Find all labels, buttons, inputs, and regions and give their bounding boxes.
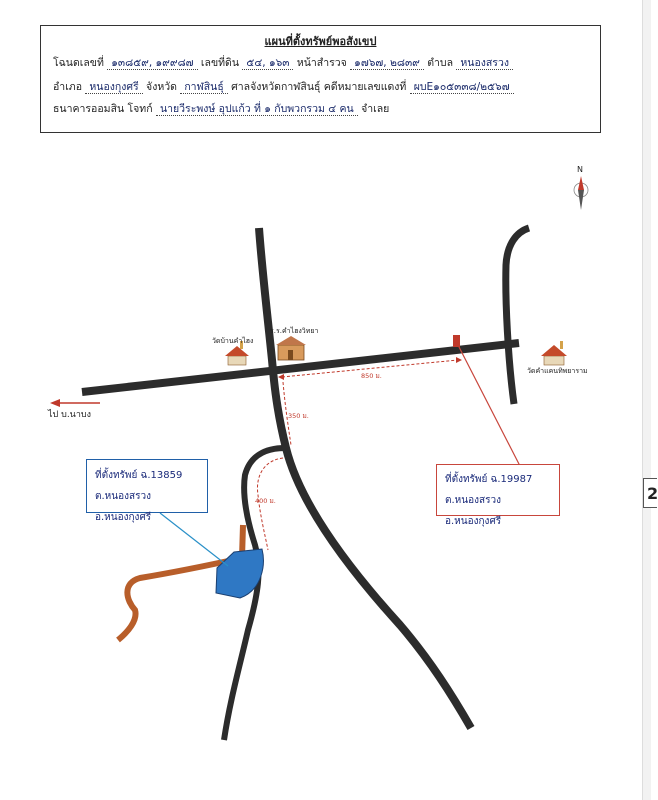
province-value: กาฬสินธุ์ xyxy=(180,81,227,94)
district-label: อำเภอ xyxy=(53,81,83,93)
property-19987-title: ที่ตั้งทรัพย์ ฉ.19987 xyxy=(445,474,533,485)
arrow-head xyxy=(50,399,60,407)
dist-850-arrow-right xyxy=(456,357,462,363)
compass-icon xyxy=(574,176,588,210)
property-19987-location: ต.หนองสรวง อ.หนองกุงศรี xyxy=(445,495,502,527)
plaintiff-label: โจทก์ xyxy=(127,103,153,115)
temple-right-label: วัดคำแคนทิพยาราม xyxy=(527,367,588,375)
distance-400-label: 400 ม. xyxy=(255,497,276,505)
land-value: ๕๔, ๑๖๓ xyxy=(242,57,293,70)
to-nabong-label: ไป บ.นาบง xyxy=(48,410,91,420)
road-northeast xyxy=(506,228,529,404)
school-icon xyxy=(276,336,306,360)
survey-label: หน้าสำรวจ xyxy=(296,57,347,69)
distance-850-label: 850 ม. xyxy=(361,372,382,380)
defendant-suffix: จำเลย xyxy=(361,103,390,115)
land-label: เลขที่ดิน xyxy=(200,57,240,69)
property-19987-box xyxy=(436,464,560,527)
marker-19987 xyxy=(453,335,460,347)
case-label: คดีหมายเลขแดงที่ xyxy=(323,81,407,93)
case-value: ผบE๑๐๕๓๓๘/๒๕๖๗ xyxy=(410,81,514,94)
court-value: ศาลจังหวัดกาฬสินธุ์ xyxy=(231,81,321,93)
north-label: N xyxy=(577,165,583,174)
property-13859-location: ต.หนองสรวง อ.หนองกุงศรี xyxy=(95,491,152,523)
distance-350-label: 350 ม. xyxy=(288,412,309,420)
defendant-value: นายวีระพงษ์ อุปแก้ว ที่ ๑ กับพวกรวม ๔ คน xyxy=(156,103,358,116)
deed-value: ๑๓๘๕๙, ๑๙๙๘๗ xyxy=(107,57,197,70)
bank-name: ธนาคารออมสิน xyxy=(53,103,125,115)
district-value: หนองกุงศรี xyxy=(85,81,142,94)
page-side-mark: 2 xyxy=(643,478,657,508)
subdistrict-value: หนองสรวง xyxy=(456,57,513,70)
school-label: ร.ร.คำไฮงวิทยา xyxy=(270,327,319,335)
temple-right-icon xyxy=(541,341,567,365)
province-label: จังหวัด xyxy=(146,81,177,93)
temple-left-label: วัดบ้านคำไฮง xyxy=(212,337,254,345)
dist-850-arrow-left xyxy=(278,374,284,380)
deed-label: โฉนดเลขที่ xyxy=(53,57,104,69)
property-13859-title: ที่ตั้งทรัพย์ ฉ.13859 xyxy=(95,470,183,481)
subdistrict-label: ตำบล xyxy=(427,57,454,69)
survey-value: ๑๗๖๗, ๒๘๓๙ xyxy=(350,57,424,70)
map-title: แผนที่ตั้งทรัพย์พอสังเขป xyxy=(264,35,377,48)
property-13859-box xyxy=(86,459,208,523)
